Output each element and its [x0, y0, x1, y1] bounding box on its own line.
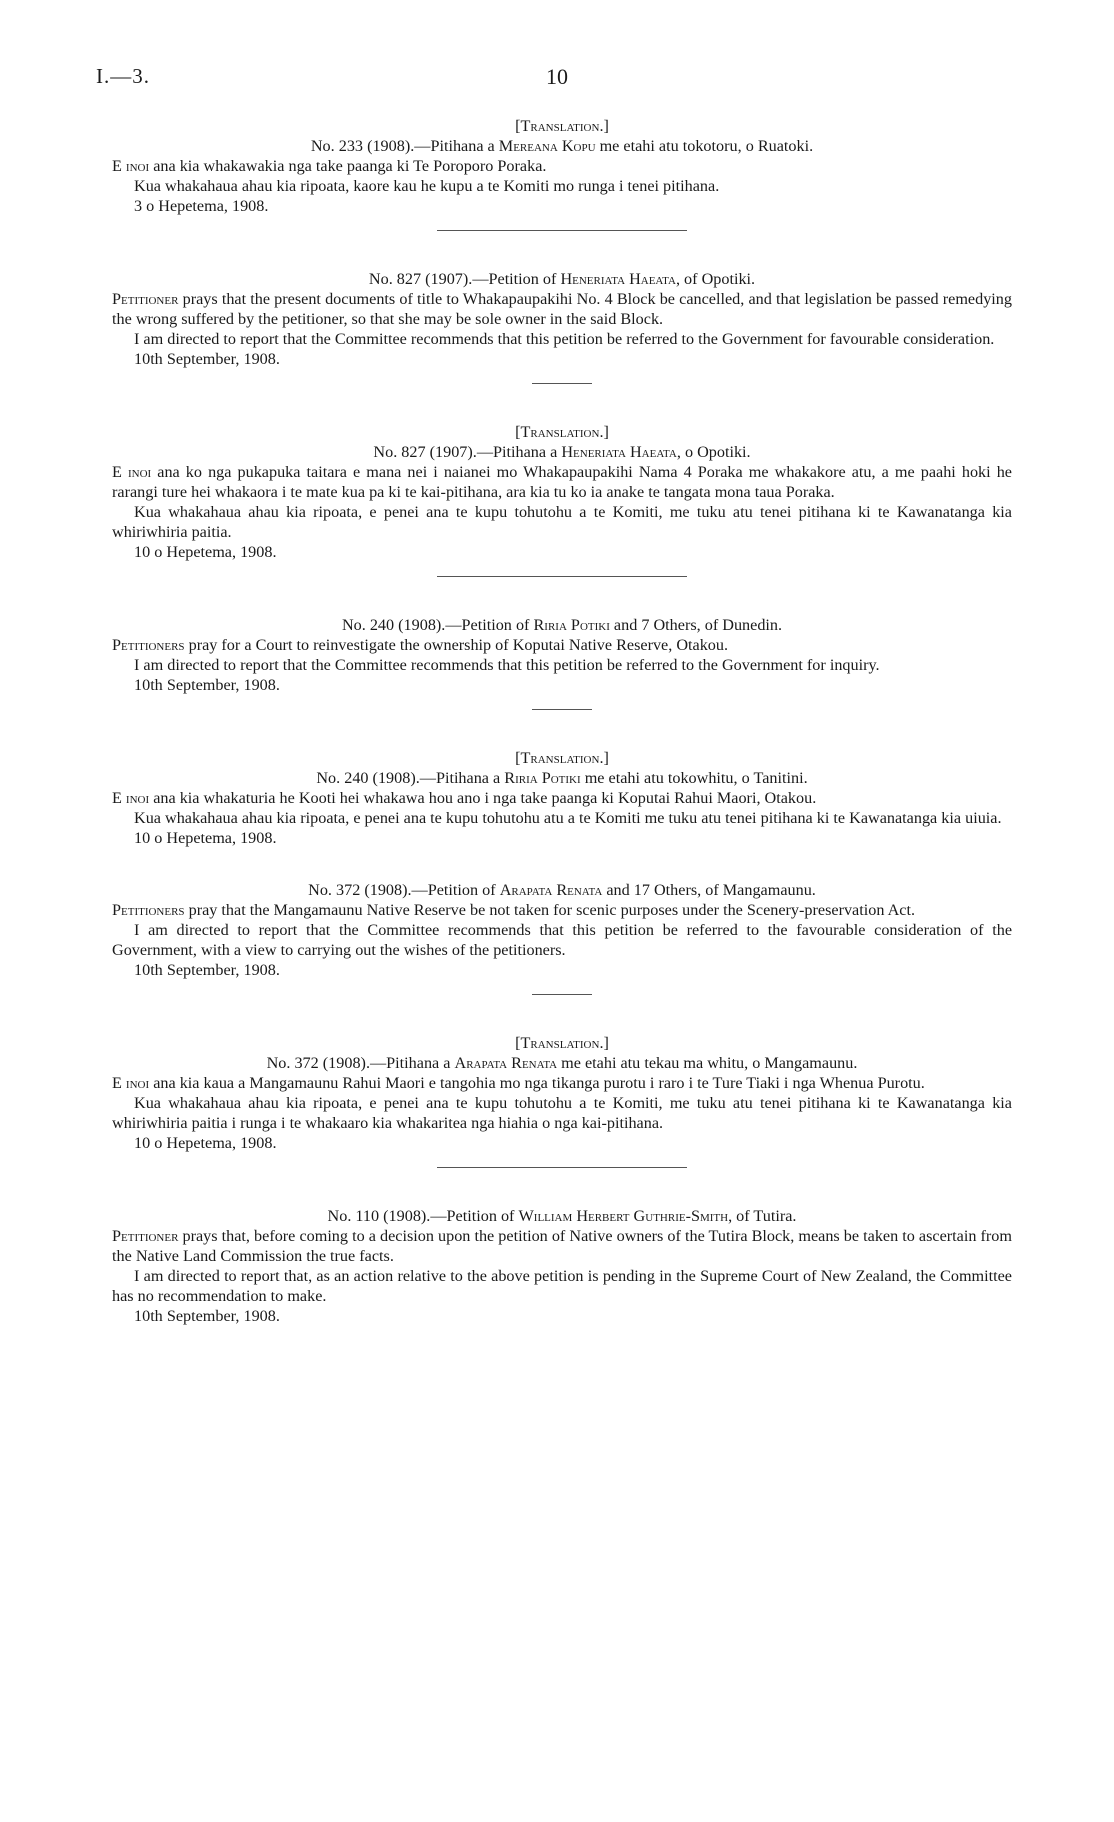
petition-prayer: E inoi ana kia whakaturia he Kooti hei whakawa hou ano i nga take paanga ki Koputai Rahui Maori, Otakou. [112, 789, 817, 807]
committee-report: Kua whakahaua ahau kia ripoata, e penei ana te kupu tohutohu atu a te Komiti me tuku atu tenei pitihana ki te Kawanatanga kia uiuia. [134, 809, 1002, 827]
petition-827-translation [112, 422, 1012, 562]
petition-prayer: Petitioner prays that, before coming to a decision upon the petition of Native owners of the Tutira Block, means be taken to ascertain from the Native Land Commission the true facts. [112, 1227, 1012, 1265]
section-divider [437, 230, 687, 231]
report-date: 10 o Hepetema, 1908. [134, 1134, 277, 1152]
section-divider [437, 1167, 687, 1168]
petition-827-english [112, 269, 1012, 369]
petition-title: No. 240 (1908).—Pitihana a Riria Potiki me etahi atu tokowhitu, o Tanitini. [316, 769, 808, 787]
petition-title: No. 110 (1908).—Petition of William Herbert Guthrie-Smith, of Tutira. [327, 1207, 797, 1225]
petition-233-translation [112, 116, 1012, 216]
report-date: 10th September, 1908. [134, 961, 280, 979]
petition-372-english [112, 880, 1012, 980]
petition-240-english [112, 615, 1012, 695]
report-date: 10 o Hepetema, 1908. [134, 829, 277, 847]
committee-report: I am directed to report that the Committee recommends that this petition be referred to the favourable consideration of the Government, with a view to carrying out the wishes of the petitioners. [112, 921, 1012, 959]
report-date: 10th September, 1908. [134, 350, 280, 368]
committee-report: I am directed to report that the Committee recommends that this petition be referred to the Government for inquiry. [134, 656, 880, 674]
petition-prayer: Petitioners pray for a Court to reinvestigate the ownership of Koputai Native Reserve, Otakou. [112, 636, 729, 654]
committee-report: Kua whakahaua ahau kia ripoata, e penei ana te kupu tohutohu a te Komiti, me tuku atu tenei pitihana ki te Kawanatanga kia whiriwhiria paitia i runga i te whakaaro kia whakaritea nga hiahia o nga kai-pitihana. [112, 1094, 1012, 1132]
page-reference: I.—3. [96, 64, 150, 88]
section-divider [532, 383, 592, 384]
petition-prayer: Petitioner prays that the present documents of title to Whakapaupakihi No. 4 Block be cancelled, and that legislation be passed remedying the wrong suffered by the petitioner, so that she may be sole owner in the said Block. [112, 290, 1012, 328]
petition-title: No. 827 (1907).—Pitihana a Heneriata Haeata, o Opotiki. [373, 443, 751, 461]
petition-title: No. 827 (1907).—Petition of Heneriata Haeata, of Opotiki. [368, 270, 756, 288]
committee-report: Kua whakahaua ahau kia ripoata, e penei ana te kupu tohutohu a te Komiti, me tuku atu tenei pitihana ki te Kawanatanga kia whiriwhiria paitia. [112, 503, 1012, 541]
petition-prayer: E inoi ana kia kaua a Mangamaunu Rahui Maori e tangohia mo nga tikanga purotu i raro i te Ture Tiaki i nga Whenua Purotu. [112, 1074, 925, 1092]
committee-report: I am directed to report that the Committee recommends that this petition be referred to the Government for favourable consideration. [134, 330, 995, 348]
page-number: 10 [546, 64, 568, 89]
report-date: 10th September, 1908. [134, 676, 280, 694]
petition-title: No. 372 (1908).—Pitihana a Arapata Renata me etahi atu tekau ma whitu, o Mangamaunu. [266, 1054, 858, 1072]
petition-title: No. 240 (1908).—Petition of Riria Potiki and 7 Others, of Dunedin. [341, 616, 783, 634]
petition-110-english [112, 1206, 1012, 1326]
petition-240-translation [112, 748, 1012, 848]
petition-title: No. 233 (1908).—Pitihana a Mereana Kopu me etahi atu tokotoru, o Ruatoki. [310, 137, 814, 155]
translation-label: [Translation.] [515, 1034, 609, 1052]
petition-prayer: E inoi ana kia whakawakia nga take paanga ki Te Poroporo Poraka. [112, 157, 547, 175]
section-divider [437, 576, 687, 577]
translation-label: [Translation.] [515, 749, 609, 767]
petition-372-translation [112, 1033, 1012, 1153]
committee-report: Kua whakahaua ahau kia ripoata, kaore kau he kupu a te Komiti mo runga i tenei pitihana. [134, 177, 720, 195]
translation-label: [Translation.] [515, 423, 609, 441]
section-divider [532, 709, 592, 710]
report-date: 10th September, 1908. [134, 1307, 280, 1325]
translation-label: [Translation.] [515, 117, 609, 135]
petition-title: No. 372 (1908).—Petition of Arapata Renata and 17 Others, of Mangamaunu. [308, 881, 816, 899]
report-date: 10 o Hepetema, 1908. [134, 543, 277, 561]
petition-prayer: Petitioners pray that the Mangamaunu Native Reserve be not taken for scenic purposes under the Scenery-preservation Act. [112, 901, 915, 919]
petition-prayer: E inoi ana ko nga pukapuka taitara e mana nei i naianei mo Whakapaupakihi Nama 4 Poraka me whakakore atu, a me paahi hoki he rarangi ture hei whakaora i te mate kua pa ki te kai-pitihana, ara kia tu ko ia anake te tangata mona taua Poraka. [112, 463, 1012, 501]
committee-report: I am directed to report that, as an action relative to the above petition is pending in the Supreme Court of New Zealand, the Committee has no recommendation to make. [112, 1267, 1012, 1305]
report-date: 3 o Hepetema, 1908. [134, 197, 269, 215]
section-divider [532, 994, 592, 995]
petitions-content [112, 116, 1012, 1326]
